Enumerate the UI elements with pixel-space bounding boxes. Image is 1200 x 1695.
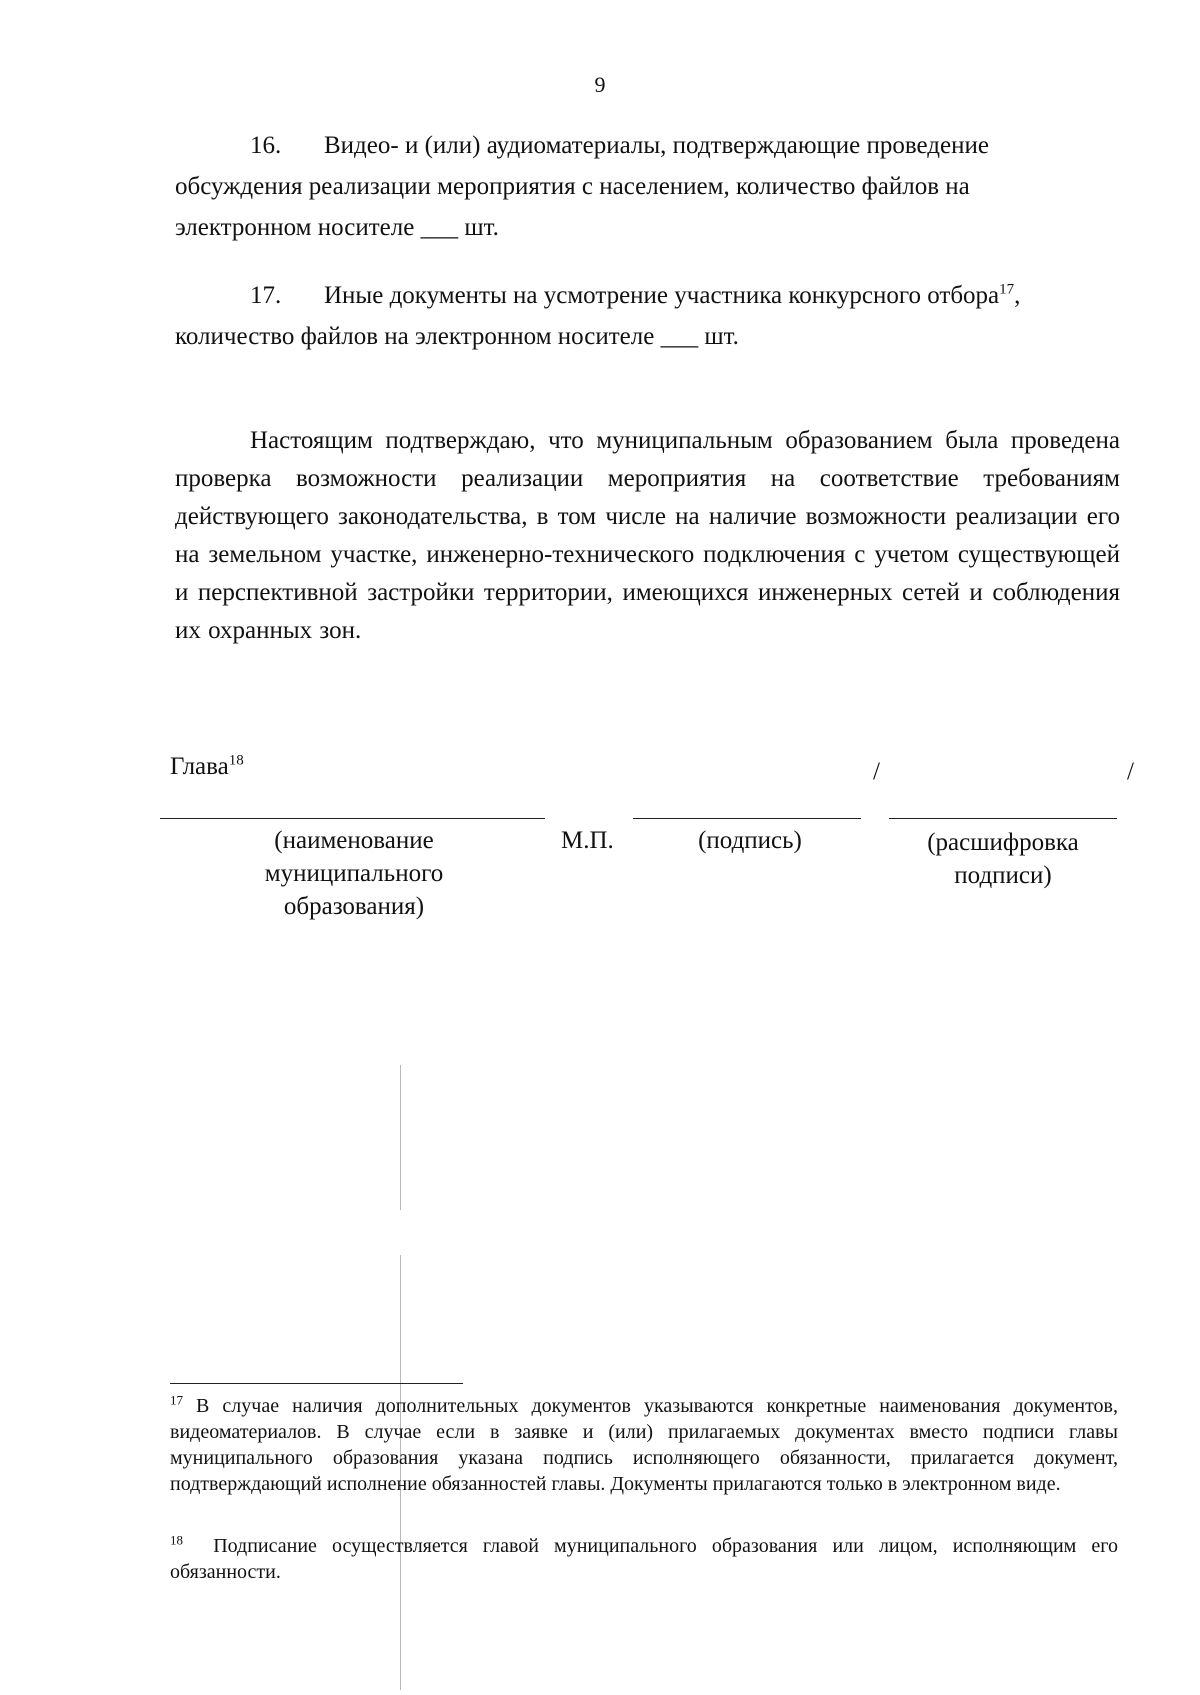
municipality-name-line bbox=[160, 818, 545, 819]
footnote-number: 18 bbox=[170, 1532, 183, 1548]
signature-decode-caption bbox=[898, 826, 1108, 892]
footnote-separator bbox=[170, 1383, 463, 1384]
footnote-17 bbox=[170, 1393, 1118, 1497]
list-item-number: 17. bbox=[250, 282, 282, 309]
caption-line: подписи) bbox=[954, 862, 1052, 889]
scan-fold-line bbox=[400, 1065, 401, 1210]
list-item-text-continued: , количество файлов на электронном носителе ___ шт. bbox=[175, 282, 1021, 350]
signature-head-label bbox=[170, 753, 244, 781]
footnote-reference[interactable]: 17 bbox=[999, 281, 1015, 298]
footnote-18 bbox=[170, 1533, 1118, 1585]
caption-line: (расшифровка bbox=[927, 829, 1079, 856]
signature-separator: / bbox=[1127, 758, 1134, 785]
list-item-number: 16. bbox=[250, 132, 282, 159]
signature-caption: (подпись) bbox=[698, 827, 802, 854]
signature-separator: / bbox=[873, 758, 880, 785]
list-item-text: Иные документы на усмотрение участника конкурсного отбора bbox=[324, 282, 1000, 309]
municipality-name-caption bbox=[220, 824, 488, 923]
footnote-reference[interactable]: 18 bbox=[228, 752, 244, 769]
stamp-label: М.П. bbox=[561, 827, 614, 854]
page-number: 9 bbox=[594, 72, 606, 97]
signature-decode-line bbox=[889, 818, 1117, 819]
footnote-text: В случае наличия дополнительных документов указываются конкретные наименования документов, видеоматериалов. В случае если в заявке и (или) прилагаемых документах вместо подписи главы муниципального образования указана подпись исполняющего обязанности, прилагается документ, подтверждающий исполнение обязанностей главы. Документы прилагаются только в электронном виде. bbox=[170, 1395, 1119, 1495]
caption-line: (наименование bbox=[274, 827, 434, 854]
caption-line: муниципального bbox=[264, 860, 444, 887]
signature-line bbox=[633, 818, 861, 819]
caption-line: образования) bbox=[283, 893, 425, 920]
head-label: Глава bbox=[170, 753, 229, 780]
list-item-text: Видео- и (или) аудиоматериалы, подтверждающие проведение обсуждения реализации мероприятия с населением, количество файлов на электронном носителе ___ шт. bbox=[175, 132, 989, 241]
footnote-number: 17 bbox=[170, 1392, 183, 1408]
list-item-17 bbox=[175, 275, 1110, 357]
list-item-16 bbox=[175, 125, 1110, 248]
footnote-text: Подписание осуществляется главой муниципального образования или лицом, исполняющим его обязанности. bbox=[170, 1535, 1118, 1583]
confirmation-paragraph: Настоящим подтверждаю, что муниципальным образованием была проведена проверка возможности реализации мероприятия на соответствие требованиям действующего законодательства, в том числе на наличие возможности реализации его на земельном участке, инженерно-технического подключения с учетом существующей и перспективной застройки территории, имеющихся инженерных сетей и соблюдения их охранных зон. bbox=[175, 427, 1120, 644]
